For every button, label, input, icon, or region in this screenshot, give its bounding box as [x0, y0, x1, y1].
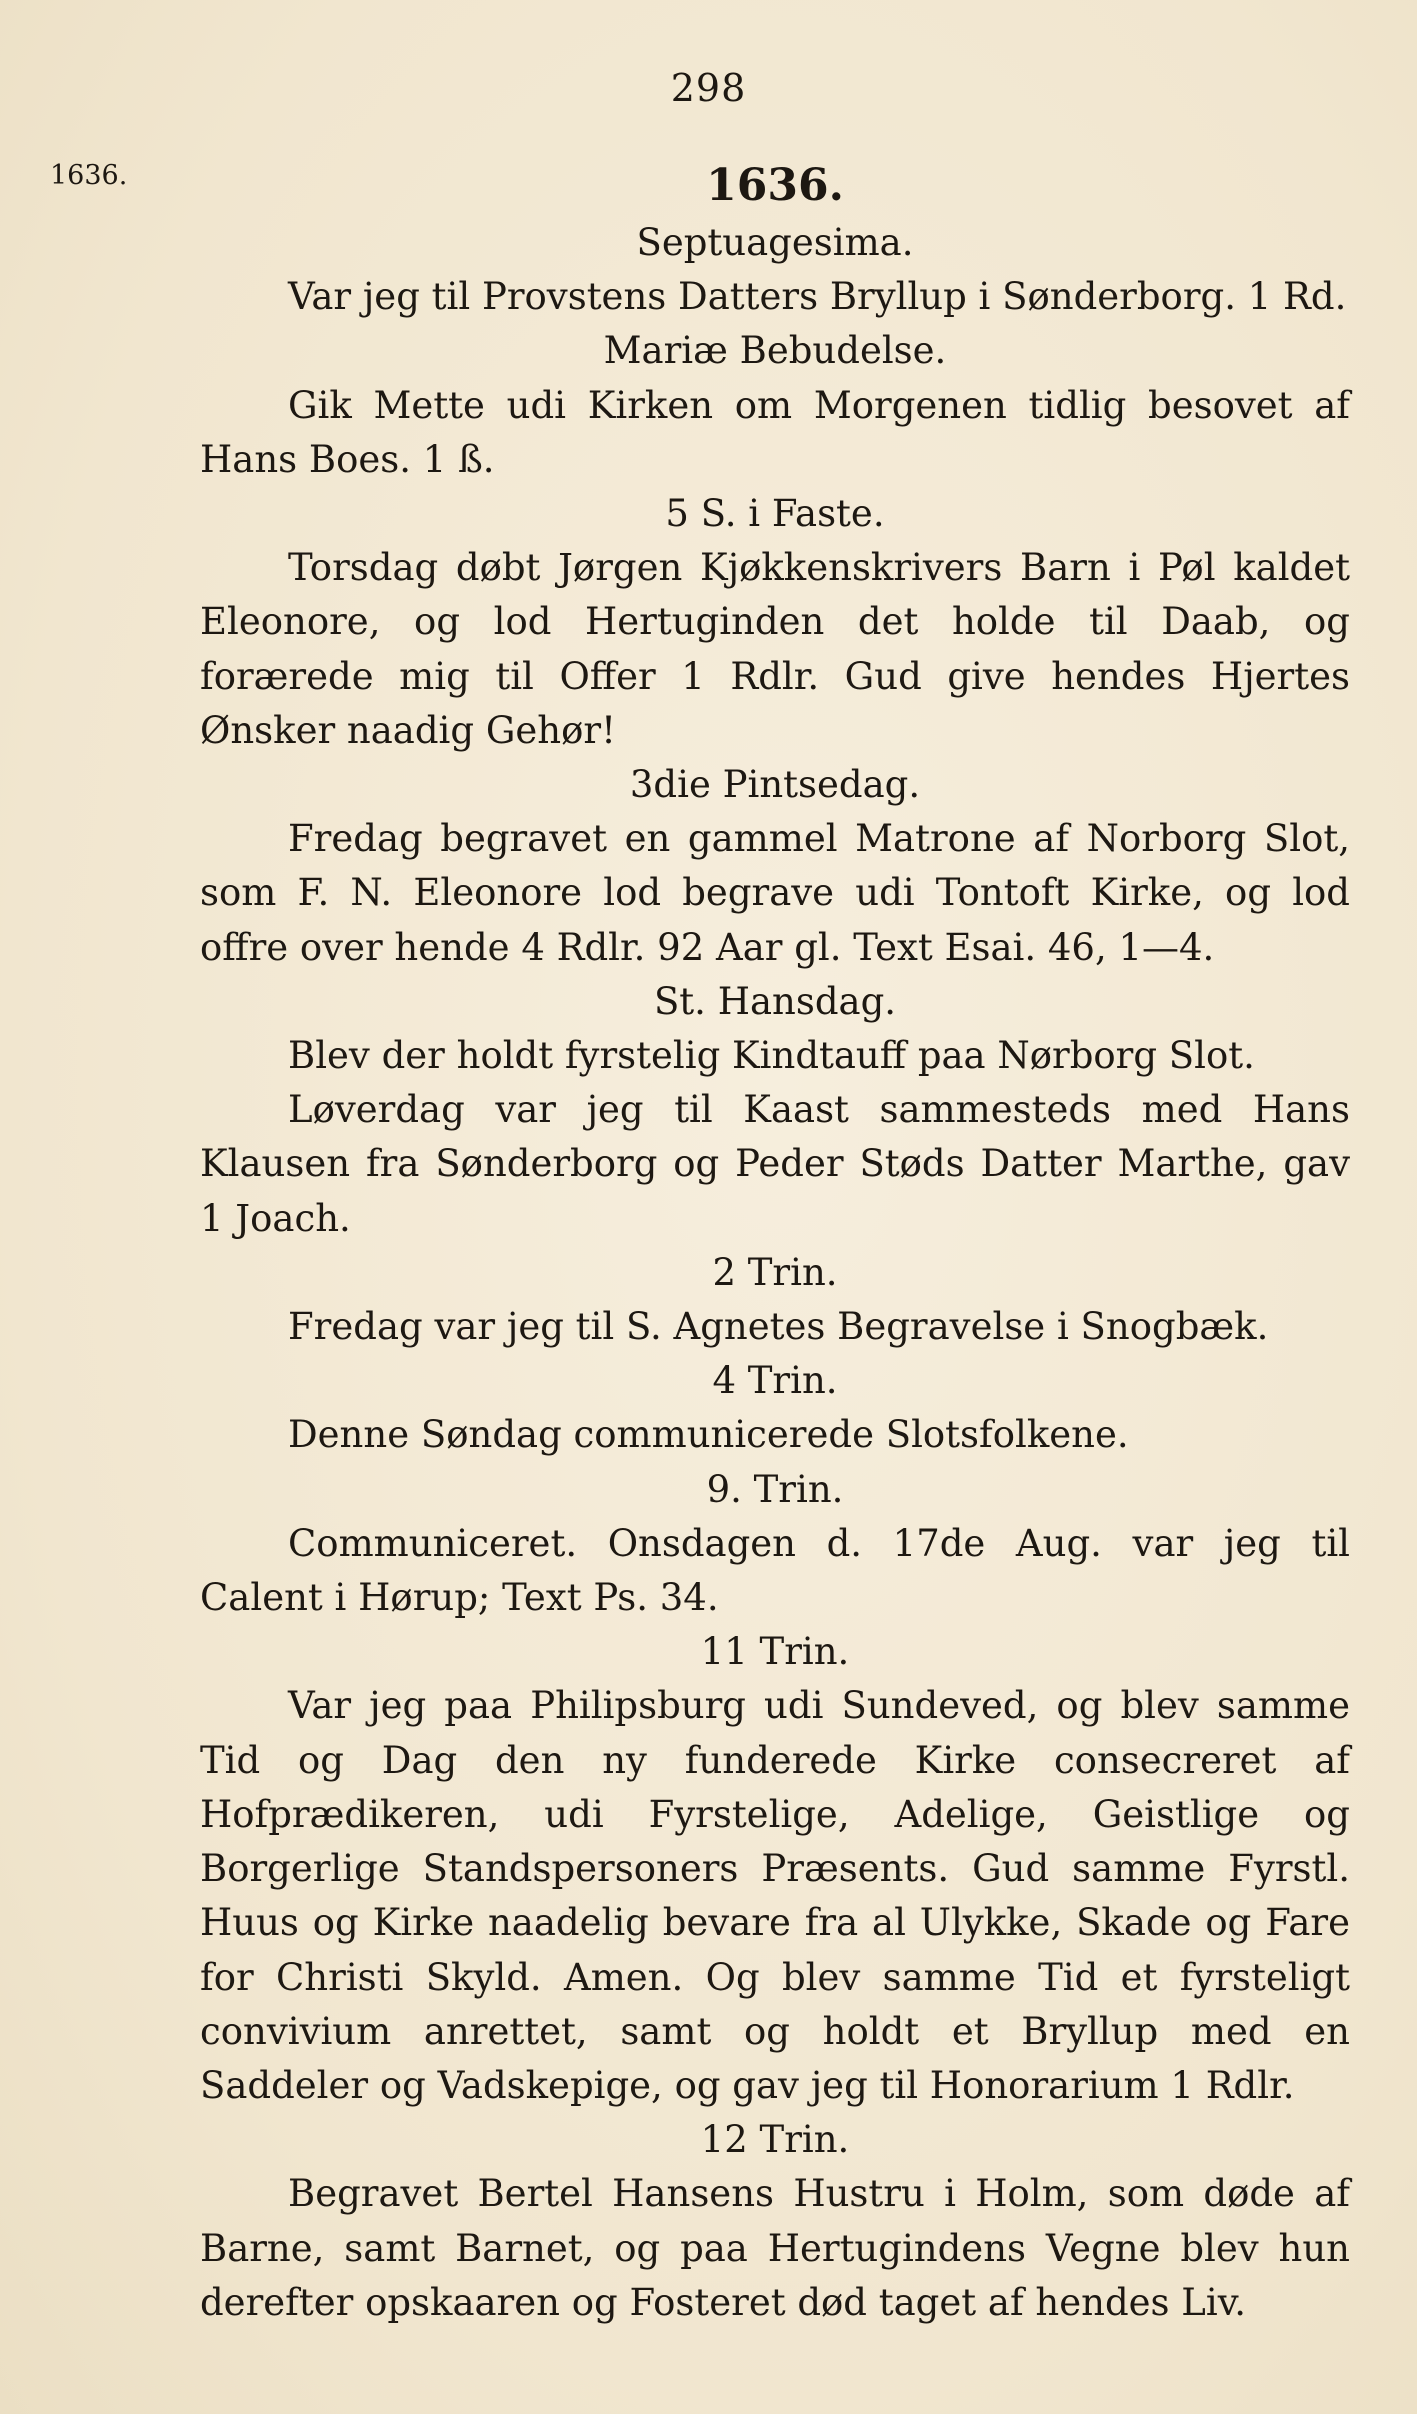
section-heading: 2 Trin.: [712, 1250, 838, 1294]
section-heading: Mariæ Bebudelse.: [603, 329, 947, 373]
section-heading: 5 S. i Faste.: [665, 492, 885, 536]
entry-paragraph: Fredag var jeg til S. Agnetes Begravelse i Snogbæk.: [288, 1305, 1269, 1349]
entry-paragraph: Var jeg til Provstens Datters Bryllup i Sønderborg. 1 Rd.: [288, 275, 1347, 319]
section-heading: 3die Pintsedag.: [629, 763, 921, 807]
year-heading: 1636.: [706, 160, 844, 211]
entry-paragraph: Blev der holdt fyrstelig Kindtauff paa Nørborg Slot.: [288, 1034, 1255, 1078]
margin-year: 1636.: [50, 160, 128, 191]
page-body: [200, 156, 1350, 2330]
entry-paragraph: Løverdag var jeg til Kaast sammesteds med Hans Klausen fra Sønderborg og Peder Støds Datter Marthe, gav 1 Joach.: [200, 1088, 1350, 1240]
entry-paragraph: Torsdag døbt Jørgen Kjøkkenskrivers Barn i Pøl kaldet Eleonore, og lod Hertuginden det holde til Daab, og forærede mig til Offer 1 Rdlr. Gud give hendes Hjertes Ønsker naadig Gehør!: [200, 546, 1350, 752]
section-heading: Septuagesima.: [636, 221, 914, 264]
entry-paragraph: Fredag begravet en gammel Matrone af Norborg Slot, som F. N. Eleonore lod begrave udi Tontoft Kirke, og lod offre over hende 4 Rdlr. 92 Aar gl. Text Esai. 46, 1—4.: [200, 817, 1350, 969]
page-number: 298: [670, 66, 747, 110]
entry-paragraph: Var jeg paa Philipsburg udi Sundeved, og blev samme Tid og Dag den ny funderede Kirke consecreret af Hofprædikeren, udi Fyrstelige, Adelige, Geistlige og Borgerlige Standspersoners Præsents. Gud samme Fyrstl. Huus og Kirke naadelig bevare fra al Ulykke, Skade og Fare for Christi Skyld. Amen. Og blev samme Tid et fyrsteligt convivium anrettet, samt og holdt et Bryllup med en Saddeler og Vadskepige, og gav jeg til Honorarium 1 Rdlr.: [200, 1684, 1350, 2107]
entry-paragraph: Gik Mette udi Kirken om Morgenen tidlig besovet af Hans Boes. 1 ß.: [200, 383, 1350, 481]
section-heading: 12 Trin.: [700, 2118, 850, 2162]
section-heading: 9. Trin.: [706, 1467, 844, 1511]
entry-paragraph: Communiceret. Onsdagen d. 17de Aug. var jeg til Calent i Hørup; Text Ps. 34.: [200, 1521, 1350, 1620]
section-heading: 4 Trin.: [712, 1359, 838, 1403]
entry-paragraph: Denne Søndag communicerede Slotsfolkene.: [288, 1413, 1129, 1457]
entry-paragraph: Begravet Bertel Hansens Hustru i Holm, som døde af Barne, samt Barnet, og paa Hertugindens Vegne blev hun derefter opskaaren og Fosteret død taget af hendes Liv.: [200, 2172, 1350, 2324]
section-heading: St. Hansdag.: [653, 979, 897, 1023]
section-heading: 11 Trin.: [700, 1630, 850, 1674]
